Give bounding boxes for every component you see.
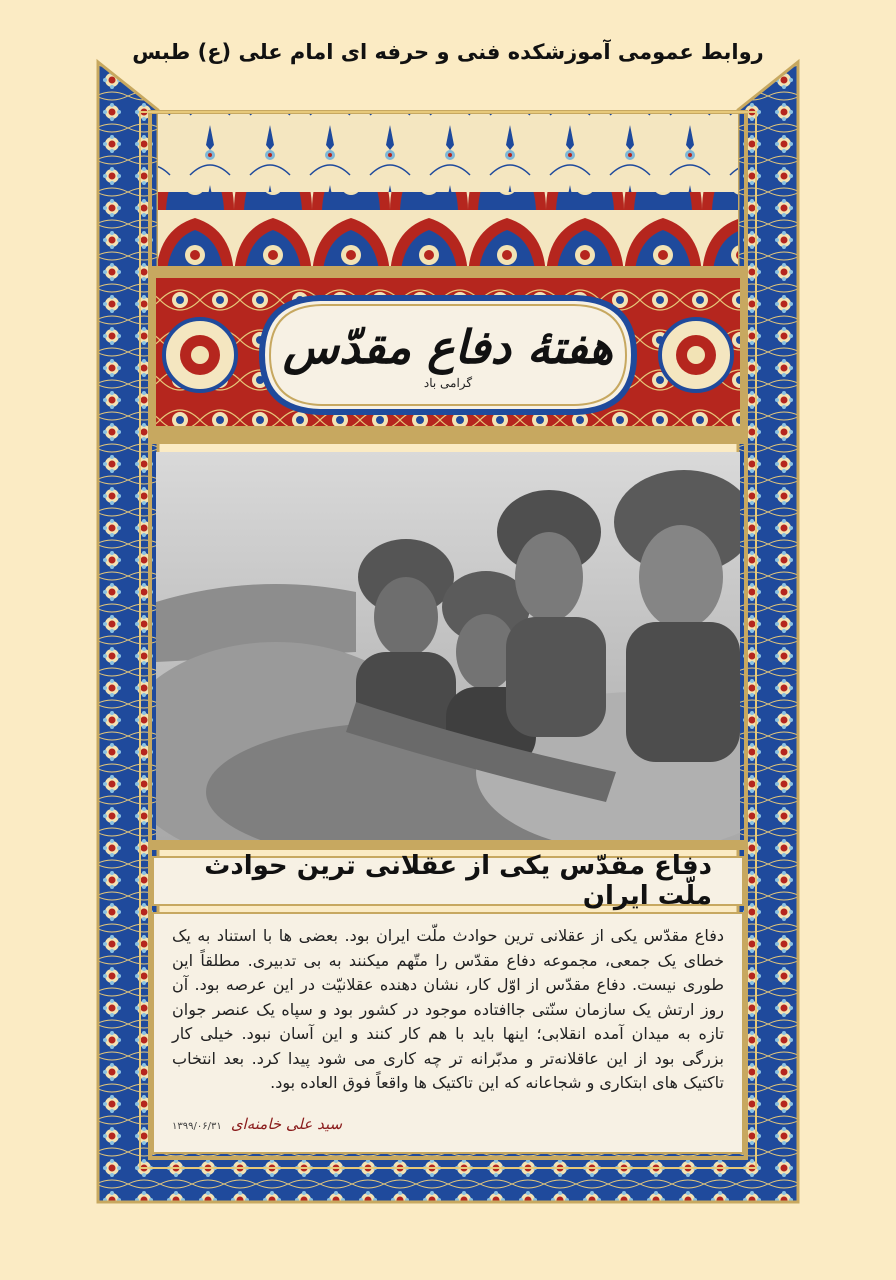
soldiers-photo [156,452,740,840]
calligraphy-title [247,300,649,410]
body-box [152,912,744,1154]
subtitle-bar [152,851,744,911]
calligraphy-main: هفتهٔ دفاع مقدّس [282,320,614,374]
signature-name: سید علی خامنه‌ای [230,1115,343,1133]
subtitle-text: دفاع مقدّس یکی از عقلانی ترین حوادث ملّت ایران [204,851,712,911]
header-title: روابط عمومی آموزشکده فنی و حرفه ای امام علی (ع) طبس [132,40,764,64]
signature [172,1114,342,1133]
signature-date: ۱۳۹۹/۰۶/۳۱ [172,1121,222,1132]
calligraphy-sub: گرامی باد [423,376,473,390]
body-text: دفاع مقدّس یکی از عقلانی ترین حوادث ملّت ایران بود. بعضی ها با استناد به یک خطای یک جمعی، مجموعه دفاع مقدّس را متّهم میکنند به بی تدبیری. مطلقاً این طوری نیست. دفاع مقدّس از اوّل کار، نشان دهنده عقلانیّت در این عرصه بود. آن روز ارتش یک سازمان سنّتی جاافتاده موجود در کشور بود و سپاه یک عنصر جوان تازه به میدان آمده انقلابی؛ اینها باید با هم کار کنند و این آسان نبود. خیلی کار بزرگی بود از این عاقلانه‌تر و مدبّرانه تر چه کاری می شود پیدا کرد. بعد انتخاب تاکتیک های ابتکاری و شجاعانه که این تاکتیک ها واقعاً فوق العاده بود. [172,926,724,1092]
